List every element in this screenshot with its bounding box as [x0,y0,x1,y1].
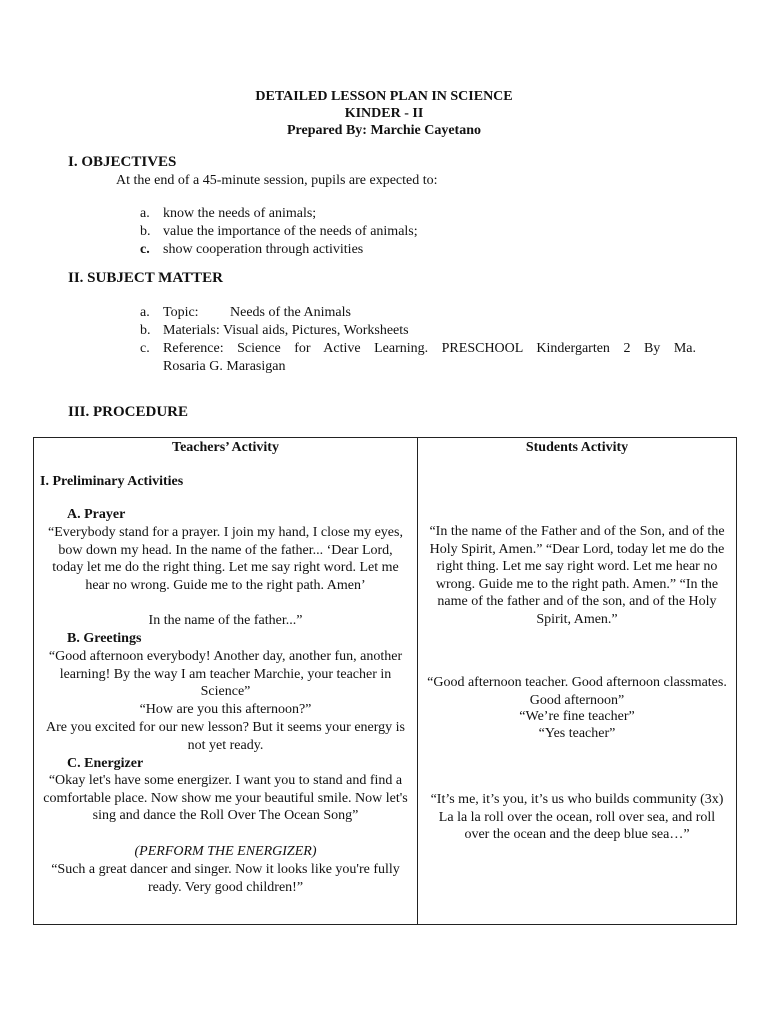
energizer-teacher-text: “Okay let's have some energizer. I want you to stand and find a comfortable place. Now show me your beautiful smile. Now let's sing and dance the Roll Over The Ocean Song” [43,773,408,824]
reference-line-1: Reference: Science for Active Learning. PRESCHOOL Kindergarten 2 By Ma. [163,341,696,356]
document-title: DETAILED LESSON PLAN IN SCIENCE [255,89,513,104]
greetings-teacher-text: “Good afternoon everybody! Another day, another fun, another learning! By the way I am teacher Marchie, your teacher in Science” [48,649,403,700]
preliminary-activities-heading: I. Preliminary Activities [40,474,184,489]
greetings-heading: B. Greetings [67,631,142,646]
greetings-student-fine: “We’re fine teacher” [519,709,635,724]
materials-item: Materials: Visual aids, Pictures, Worksheets [163,323,409,338]
objective-marker-a: a. [140,206,150,221]
objectives-intro: At the end of a 45-minute session, pupils are expected to: [116,173,438,188]
greetings-teacher-question: “How are you this afternoon?” [139,702,312,717]
student-column [418,438,737,925]
prayer-teacher-end: In the name of the father...” [148,613,303,628]
prayer-teacher-text: “Everybody stand for a prayer. I join my hand, I close my eyes, bow down my head. In the name of the father... ‘Dear Lord, today let me do the right thing. Let me say right word. Let me hear no wrong. Guide me to the right path. Amen’ [48,525,403,593]
objective-marker-b: b. [140,224,151,239]
subject-matter-heading: II. SUBJECT MATTER [68,270,223,286]
teacher-column [34,438,418,925]
procedure-table [33,437,737,925]
objective-item-b: value the importance of the needs of animals; [163,224,418,239]
prayer-student-response: “In the name of the Father and of the Son, and of the Holy Spirit, Amen.” “Dear Lord, today let me do the right thing. Let me say right word. Let me hear no wrong. Guide me to the right path. Amen.” “In the name of the father and of the son, and of the Holy Spirit, Amen.” [429,524,725,627]
energizer-teacher-praise: “Such a great dancer and singer. Now it looks like you're fully ready. Very good children!” [51,862,400,895]
objectives-heading: I. OBJECTIVES [68,154,177,170]
energizer-heading: C. Energizer [67,756,144,771]
objective-item-c: show cooperation through activities [163,242,364,257]
topic-value: Needs of the Animals [230,305,351,320]
topic-label: Topic: [163,305,199,320]
teacher-column-header: Teachers’ Activity [172,440,279,455]
subject-marker-a: a. [140,305,150,320]
energizer-instruction: (PERFORM THE ENERGIZER) [134,844,317,859]
objective-item-a: know the needs of animals; [163,206,317,221]
document-level: KINDER - II [344,106,424,121]
energizer-student-song: “It’s me, it’s you, it’s us who builds community (3x) La la la roll over the ocean, roll over sea, and roll over the ocean and the deep blue sea…” [430,792,724,843]
greetings-student-yes: “Yes teacher” [538,726,616,741]
greetings-teacher-followup: Are you excited for our new lesson? But it seems your energy is not yet ready. [46,720,405,753]
subject-marker-c: c. [140,341,150,356]
objective-marker-c: c. [140,242,150,257]
student-column-header: Students Activity [525,440,629,455]
procedure-heading: III. PROCEDURE [68,404,189,420]
prepared-by: Prepared By: Marchie Cayetano [286,123,482,138]
subject-marker-b: b. [140,323,151,338]
prayer-heading: A. Prayer [67,507,126,522]
reference-line-2: Rosaria G. Marasigan [163,359,286,374]
greetings-student-response: “Good afternoon teacher. Good afternoon classmates. Good afternoon” [427,675,727,708]
